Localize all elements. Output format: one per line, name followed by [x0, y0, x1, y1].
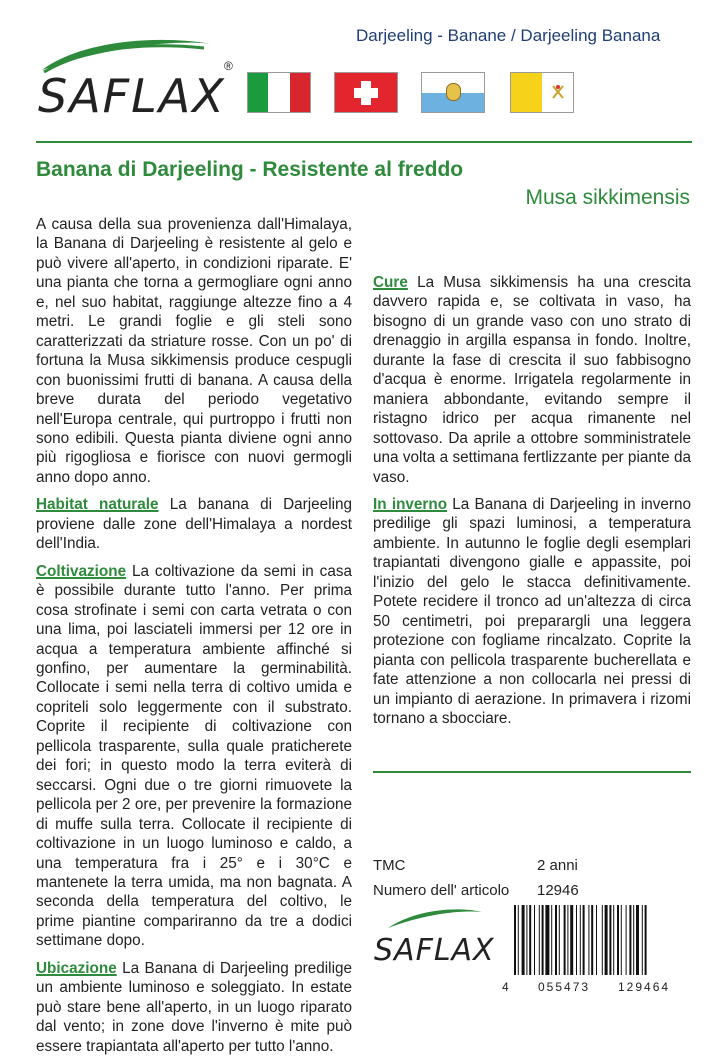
logo-text: SAFLAX	[38, 69, 226, 123]
barcode-bar	[621, 905, 622, 975]
barcode-bar	[602, 905, 603, 975]
barcode-bar	[542, 905, 544, 975]
intro-paragraph: A causa della sua provenienza dall'Himalaya, la Banana di Darjeeling è resistente al gelo e può vivere all'aperto, in condizioni riparate. E' una pianta che torna a germogliare ogni anno e, nel suo habitat, raggiunge altezze fino a 4 metri. Le grandi foglie e gli steli sono caratterizzati da striature rosse. Con un po' di fortuna la Musa sikkimensis produce cespugli con buonissimi frutti di banana. A causa della breve durata del periodo vegetativo nell'Europa centrale, qui purtroppo i frutti non sono edibili. Questa pianta diviene ogni anno più rigogliosa e fiorisce con nuovi germogli anno dopo anno.	[36, 216, 352, 486]
logo-small-text: SAFLAX	[374, 933, 495, 968]
left-column	[36, 215, 352, 1064]
barcode-bar	[642, 905, 643, 975]
right-column	[373, 215, 691, 736]
page-title: Banana di Darjeeling - Resistente al freddo	[36, 158, 464, 181]
ubicazione-heading: Ubicazione	[36, 959, 117, 977]
saflax-logo	[34, 30, 249, 125]
barcode-bar	[534, 905, 535, 975]
cure-text: La Musa sikkimensis ha una crescita davvero rapida e, se coltivata in vaso, ha bisogno di un grande vaso con uno strato di drenaggio in argilla espansa in fondo. Inoltre, durante la fase di crescita il suo fabbisogno d'acqua è enorme. Irrigatela regolarmente in maniera abbondante, evitando sempre il ristagno idrico per acqua rimanente nel sottovaso. Da aprile a ottobre somministratele una volta a settimana fertlizzante per piante da vaso.	[373, 274, 692, 486]
barcode-bar	[645, 905, 647, 975]
article-number-value: 12946	[537, 882, 579, 899]
barcode-bar	[551, 905, 552, 975]
inverno-section	[373, 495, 691, 728]
vatican-flag	[510, 72, 574, 113]
barcode-bar	[559, 905, 560, 975]
barcode-bar	[636, 905, 639, 975]
barcode-bar	[526, 905, 527, 975]
barcode-bar	[545, 905, 549, 975]
habitat-text: La banana di Darjeeling proviene dalle zone dell'Himalaya a nordest dell'India.	[36, 496, 353, 553]
barcode-bar	[617, 905, 619, 975]
switzerland-flag	[334, 72, 398, 113]
barcode-bar	[529, 905, 531, 975]
barcode-bar	[596, 905, 597, 975]
barcode-digits	[500, 976, 692, 996]
ubicazione-text: La Banana di Darjeeling predilige un ambiente luminoso e soleggiato. In estate può stare bene all'aperto, in un luogo riparato dal vento; in zone dove l'inverno è mite può essere trapiantata all'aperto per tutto l'anno.	[36, 959, 352, 1055]
cure-heading: Cure	[373, 274, 408, 291]
latin-name: Musa sikkimensis	[525, 186, 690, 209]
habitat-section	[36, 495, 352, 553]
coltivazione-heading: Coltivazione	[36, 562, 127, 580]
inverno-text: La Banana di Darjeeling in inverno predilige gli spazi luminosi, a temperatura ambiente. In autunno le foglie degli esemplari trapiantati divengono gialle e appassite, poi l'inizio del gelo le stacca definitivamente. Potete recidere il tronco ad un'altezza di circa 50 centimetri, poi preparargli una leggera protezione con fogliame rincalzato. Coprite la pianta con pellicola trasparente bucherellata e fate attenzione a non collocarla nei pressi di un impianto di aerazione. In primavera i rizomi tornano a sbocciare.	[373, 495, 691, 727]
barcode-bar	[626, 905, 627, 975]
barcode-bar	[588, 905, 589, 975]
barcode-bar	[613, 905, 614, 975]
saflax-logo-small	[370, 900, 500, 970]
italy-flag	[247, 72, 311, 113]
barcode-bar	[522, 905, 525, 975]
inverno-heading: In inverno	[373, 495, 448, 513]
barcode-bar	[580, 905, 581, 975]
barcode-bar	[518, 905, 519, 975]
san-marino-flag	[421, 72, 485, 113]
barcode-bar	[514, 905, 516, 975]
registered-mark: ®	[224, 59, 233, 73]
cure-section	[373, 273, 691, 487]
ubicazione-section	[36, 959, 352, 1056]
barcode-bar	[633, 905, 634, 975]
coltivazione-section	[36, 562, 352, 951]
header-title: Darjeeling - Banane / Darjeeling Banana	[356, 26, 661, 45]
barcode-right-digits: 129464	[618, 980, 671, 994]
barcode-bar	[605, 905, 608, 975]
barcode-bar	[609, 905, 611, 975]
coltivazione-text: La coltivazione da semi in casa è possibile durante tutto l'anno. Per prima cosa strofinate i semi con carta vetrata o con una lima, poi lasciateli immersi per 12 ore in acqua a temperatura ambiente affinché si gonfino, per aumentare la germinabilità. Collocate i semi nella terra di coltivo umida e copriteli solo leggermente con il substrato. Coprite il recipiente di coltivazione con pellicola trasparente, sulla quale praticherete dei fori; in questo modo la terra eviterà di seccarsi. Ogni due o tre giorni rimuovete la pellicola per 2 ore, per prevenire la formazione di muffe sulla terra. Collocate il recipiente di coltivazione in un luogo luminoso e caldo, a una temperatura fra i 25° e i 30°C e mantenete la terra umida, ma non bagnata. A seconda della temperatura del coltivo, le prime piantine compariranno da tre a dodici settimane dopo.	[36, 562, 352, 950]
barcode-bar	[567, 905, 568, 975]
barcode-bar	[629, 905, 631, 975]
coat-of-arms-icon	[446, 83, 461, 101]
barcode-bar	[539, 905, 540, 975]
habitat-heading: Habitat naturale	[36, 496, 159, 514]
barcode-bar	[576, 905, 577, 975]
article-number-label: Numero dell' articolo	[373, 882, 510, 899]
barcode-bar	[591, 905, 593, 975]
barcode-first-digit: 4	[502, 980, 509, 994]
barcode-bar	[564, 905, 566, 975]
tmc-value: 2 anni	[537, 857, 578, 874]
footer-divider	[373, 771, 691, 773]
barcode-bar	[583, 905, 585, 975]
barcode-bar	[555, 905, 557, 975]
barcode-bar	[570, 905, 573, 975]
tmc-label: TMC	[373, 857, 406, 874]
keys-emblem-icon	[551, 84, 565, 100]
header-divider	[36, 141, 692, 143]
barcode-left-digits: 055473	[538, 980, 591, 994]
